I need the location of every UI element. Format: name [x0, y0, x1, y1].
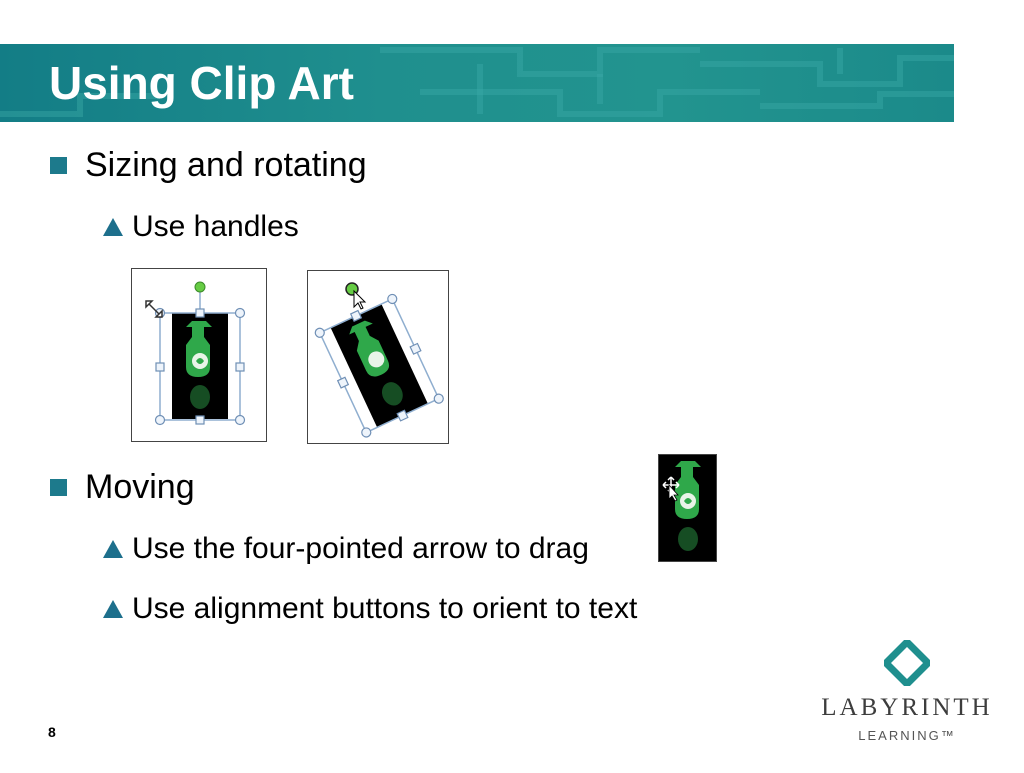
sub-bullet-label: Use alignment buttons to orient to text — [132, 592, 638, 625]
bullet-sizing — [50, 145, 367, 185]
rotating-example-image — [307, 270, 449, 444]
moving-example-image — [658, 454, 717, 562]
sizing-example-image — [131, 268, 267, 442]
slide-title: Using Clip Art — [49, 57, 354, 109]
diamond-logo-icon — [884, 640, 930, 686]
sizing-example-graphic — [132, 269, 266, 441]
sub-bullet-handles — [103, 209, 299, 245]
square-bullet-icon — [50, 479, 67, 496]
triangle-bullet-icon — [103, 218, 123, 236]
triangle-bullet-icon — [103, 600, 123, 618]
sub-bullet-align — [103, 591, 637, 627]
labyrinth-logo — [812, 638, 1002, 748]
bullet-label: Moving — [85, 468, 195, 506]
rotate-cursor-icon — [346, 283, 365, 309]
triangle-bullet-icon — [103, 540, 123, 558]
square-bullet-icon — [50, 157, 67, 174]
bullet-moving — [50, 467, 195, 507]
logo-subtitle: LEARNING™ — [858, 728, 956, 743]
sub-bullet-drag — [103, 531, 589, 567]
rotating-example-graphic — [308, 271, 448, 443]
bullet-label: Sizing and rotating — [85, 146, 367, 184]
sub-bullet-label: Use the four-pointed arrow to drag — [132, 532, 589, 565]
title-bar — [0, 44, 954, 122]
logo-name: LABYRINTH — [821, 694, 993, 721]
sub-bullet-label: Use handles — [132, 210, 299, 243]
page-number: 8 — [48, 724, 56, 740]
moving-example-graphic — [659, 455, 716, 561]
